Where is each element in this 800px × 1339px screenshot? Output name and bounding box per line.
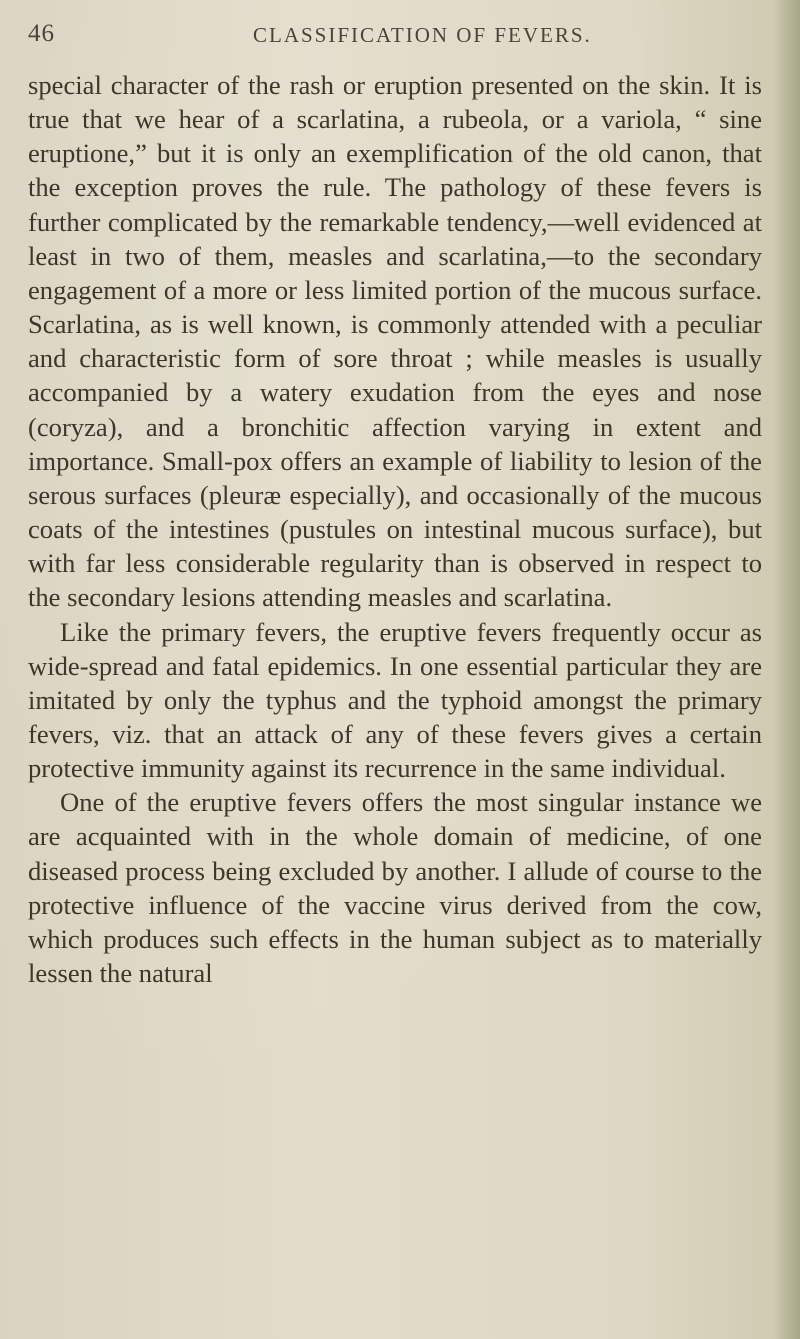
page-header bbox=[28, 20, 748, 54]
paragraph: special character of the rash or eruption presented on the skin. It is true that we hear of a scarlatina, a rubeola, or a variola, “ sine eruptione,” but it is only an exemplification of the old canon, that the exception proves the rule. The pathology of these fevers is further complicated by the remarkable tendency,—well evidenced at least in two of them, measles and scarlatina,—to the secondary engagement of a more or less limited portion of the mucous surface. Scarlatina, as is well known, is commonly attended with a peculiar and characteristic form of sore throat ; while measles is usually accompanied by a watery exudation from the eyes and nose (coryza), and a bronchitic affection varying in extent and importance. Small-pox offers an example of liability to lesion of the serous surfaces (pleuræ especially), and occasionally of the mucous coats of the intestines (pustules on intestinal mucous surface), but with far less considerable regularity than is observed in respect to the secondary lesions attending measles and scarlatina. bbox=[28, 70, 762, 613]
page-number: 46 bbox=[28, 20, 55, 47]
body-text bbox=[28, 68, 762, 990]
paragraph: One of the eruptive fevers offers the most singular instance we are acquainted with in the whole domain of medicine, of one diseased process being excluded by another. I allude of course to the protective influence of the vaccine virus derived from the cow, which produces such effects in the human subject as to materially lessen the natural bbox=[28, 787, 762, 989]
paragraph: Like the primary fevers, the eruptive fevers frequently occur as wide-spread and fatal epidemics. In one essential particular they are imitated by only the typhus and the typhoid amongst the primary fevers, viz. that an attack of any of these fevers gives a certain protective immunity against its recurrence in the same individual. bbox=[28, 616, 762, 784]
page-edge-shadow bbox=[774, 0, 800, 1339]
running-head: CLASSIFICATION OF FEVERS. bbox=[253, 23, 592, 47]
